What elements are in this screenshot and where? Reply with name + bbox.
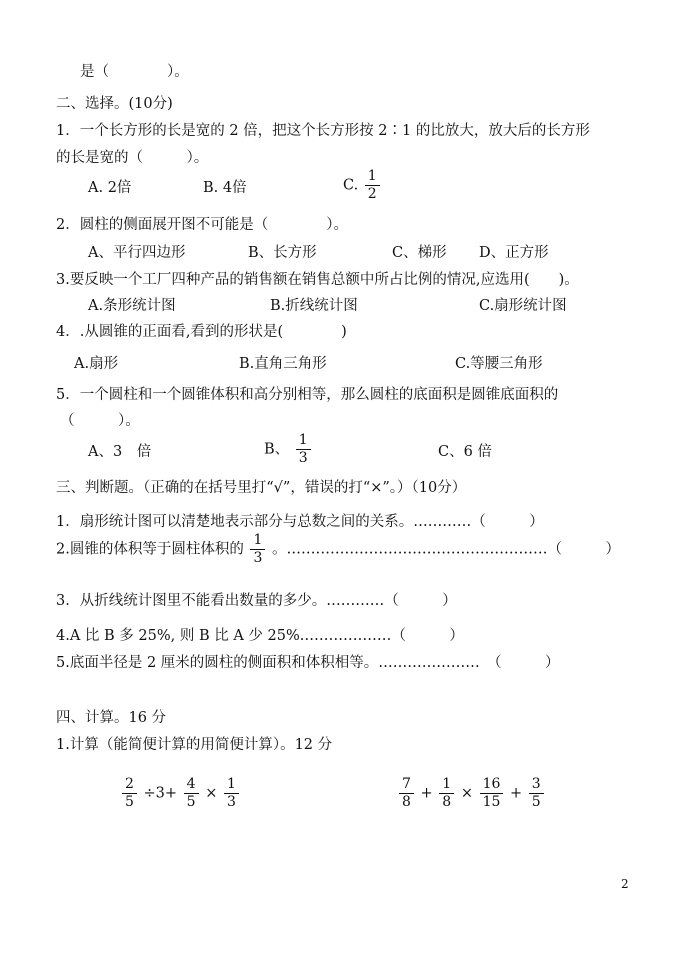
fraction-denominator: 5 (531, 794, 541, 810)
operator: ÷3+ (143, 785, 178, 802)
q5-option-b-label: B、 (264, 441, 290, 458)
q2-option-a: A、平行四边形 (88, 245, 186, 261)
q4-text: 4．.从圆锥的正面看,看到的形状是( ) (56, 324, 347, 340)
judge-2-suffix: 。………………………………………………（ ） (271, 541, 620, 558)
q3-text: 3.要反映一个工厂四种产品的销售额在销售总额中所占比例的情况,应选用( )。 (56, 272, 579, 288)
fraction-denominator: 3 (253, 550, 263, 566)
q1-line1: 1．一个长方形的长是宽的 2 倍，把这个长方形按 2∶1 的比放大，放大后的长方形 (56, 123, 590, 139)
expression-1 (120, 776, 241, 811)
fraction-four-fifths (184, 776, 199, 811)
operator: × (460, 785, 473, 802)
fraction-numerator: 2 (122, 776, 137, 794)
section4-sub1: 1.计算（能简便计算的用简便计算）。12 分 (56, 737, 333, 753)
fraction-numerator: 7 (399, 776, 414, 794)
fraction-numerator: 1 (296, 432, 311, 450)
fraction-two-fifths (122, 776, 137, 811)
operator: + (420, 785, 433, 802)
q1-option-b: B. 4倍 (203, 180, 247, 196)
q1-option-c-label: C. (343, 177, 359, 194)
q3-option-a: A.条形统计图 (88, 298, 176, 314)
section2-heading: 二、选择。(10分) (56, 96, 173, 112)
fraction-denominator: 2 (367, 186, 377, 202)
fraction-one-third (296, 432, 311, 467)
q5-line2: （ ）。 (60, 413, 140, 429)
fraction-three-fifths (529, 776, 544, 811)
operator: × (205, 785, 218, 802)
judge-5: 5.底面半径是 2 厘米的圆柱的侧面积和体积相等。………………… （ ） (56, 655, 560, 671)
fraction-one-eighth (439, 776, 454, 811)
fraction-numerator: 4 (184, 776, 199, 794)
judge-2-prefix: 2.圆锥的体积等于圆柱体积的 (56, 541, 244, 558)
judge-1: 1．扇形统计图可以清楚地表示部分与总数之间的关系。…………（ ） (56, 514, 544, 530)
fraction-numerator: 1 (439, 776, 454, 794)
q1-option-c (343, 168, 382, 203)
q2-text: 2．圆柱的侧面展开图不可能是（ ）。 (56, 217, 348, 233)
q3-option-b: B.折线统计图 (270, 298, 358, 314)
fraction-numerator: 16 (480, 776, 504, 794)
top-answer-line: 是（ ）。 (80, 64, 189, 80)
q3-option-c: C.扇形统计图 (479, 298, 567, 314)
fraction-sixteen-fifteenths (480, 776, 504, 811)
judge-2 (56, 532, 620, 567)
section4-heading: 四、计算。16 分 (56, 710, 167, 726)
q1-line2: 的长是宽的（ ）。 (56, 150, 209, 166)
fraction-seven-eighths (399, 776, 414, 811)
judge-4: 4.A 比 B 多 25%, 则 B 比 A 少 25%.………………（ ） (56, 628, 464, 644)
q5-line1: 5．一个圆柱和一个圆锥体积和高分别相等，那么圆柱的底面积是圆锥底面积的 (56, 387, 559, 403)
fraction-denominator: 5 (125, 794, 134, 810)
fraction-numerator: 1 (250, 532, 265, 550)
page-number: 2 (621, 877, 629, 891)
fraction-one-third (250, 532, 265, 567)
q4-option-c: C.等腰三角形 (455, 356, 543, 372)
fraction-denominator: 8 (402, 794, 411, 810)
fraction-one-half (365, 168, 380, 203)
fraction-numerator: 3 (529, 776, 544, 794)
q4-option-b: B.直角三角形 (239, 356, 327, 372)
fraction-denominator: 3 (298, 450, 308, 466)
expression-2 (397, 776, 546, 811)
q2-option-b: B、长方形 (248, 245, 317, 261)
fraction-denominator: 5 (186, 794, 196, 810)
operator: + (510, 785, 523, 802)
q1-option-a: A. 2倍 (88, 180, 132, 196)
fraction-denominator: 15 (482, 794, 501, 810)
section3-heading: 三、判断题。（正确的在括号里打“√”，错误的打“×”。）（10分） (56, 480, 467, 496)
q2-option-c: C、梯形 (392, 245, 447, 261)
q5-option-a: A、3 倍 (88, 444, 152, 460)
fraction-numerator: 1 (224, 776, 239, 794)
fraction-denominator: 3 (226, 794, 236, 810)
judge-3: 3．从折线统计图里不能看出数量的多少。…………（ ） (56, 593, 457, 609)
fraction-numerator: 1 (365, 168, 380, 186)
q5-option-c: C、6 倍 (438, 444, 492, 460)
q2-option-d: D、正方形 (479, 245, 549, 261)
q5-option-b (264, 432, 313, 467)
fraction-one-third (224, 776, 239, 811)
fraction-denominator: 8 (442, 794, 452, 810)
q4-option-a: A.扇形 (74, 356, 119, 372)
